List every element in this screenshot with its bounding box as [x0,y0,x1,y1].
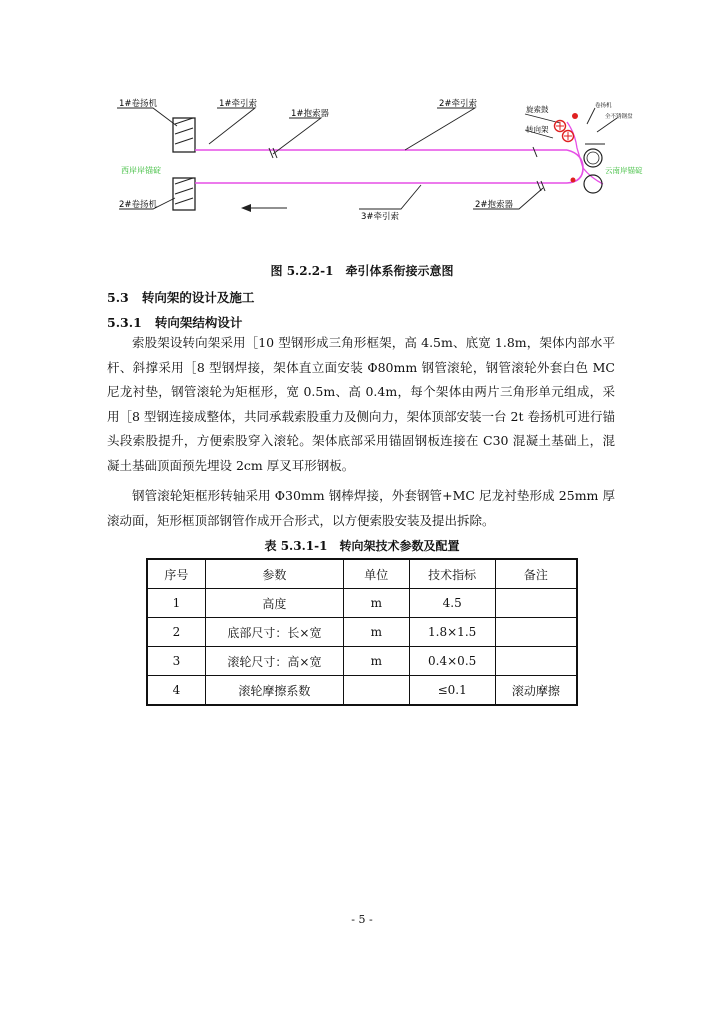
leader-lines [117,108,617,209]
header-spec: 技术指标 [409,559,495,589]
header-parameter: 参数 [205,559,343,589]
cell: 4.5 [409,589,495,618]
header-index: 序号 [147,559,205,589]
label-east-anchor: 云南岸锚碇 [605,166,643,175]
figure-caption: 图 5.2.2-1 牵引体系衔接示意图 [270,264,454,278]
cell [495,647,577,676]
cell [343,676,409,706]
turn-rope [567,150,583,183]
section-title: 转向架的设计及施工 [141,290,255,305]
section-heading [107,288,254,306]
header-unit: 单位 [343,559,409,589]
table-row [147,618,577,647]
cable-reel [584,144,605,193]
cell: 滚轮摩擦系数 [205,676,343,706]
label-winch2: 2#卷扬机 [119,200,158,210]
label-swivel2: 2#抱索器 [475,200,514,210]
direction-arrow [241,204,287,212]
section-number: 5.3 [107,290,129,305]
cell: 1.8×1.5 [409,618,495,647]
swivel-marks [269,147,545,191]
guide-wheels [555,113,579,183]
cell: 0.4×0.5 [409,647,495,676]
parameters-table [146,558,578,706]
table-row [147,647,577,676]
table-caption: 表 5.3.1-1 转向架技术参数及配置 [264,539,460,553]
cell [495,589,577,618]
cell: m [343,589,409,618]
cell: 3 [147,647,205,676]
label-rope2: 2#牵引索 [439,99,478,109]
label-winch1: 1#卷扬机 [119,99,158,109]
cell: ≤0.1 [409,676,495,706]
cell [495,618,577,647]
page-number: - 5 - [351,913,373,926]
paragraph-2: 钢管滚轮矩框形转轴采用 Φ30mm 钢棒焊接，外套钢管+MC 尼龙衬垫形成 25mm 厚滚动面，矩形框顶部钢管作成开合形式，以方便索股安装及提出拆除。 [107,488,615,528]
subsection-number: 5.3.1 [107,315,142,330]
table-row [147,589,577,618]
table-header-row [147,559,577,589]
cell: 滚动摩擦 [495,676,577,706]
cell: 底部尺寸：长×宽 [205,618,343,647]
cell: 1 [147,589,205,618]
label-west-anchor: 西岸岸锚碇 [121,166,161,175]
subsection-title: 转向架结构设计 [154,315,243,330]
header-remark: 备注 [495,559,577,589]
cell: 滚轮尺寸：高×宽 [205,647,343,676]
west-anchor-block [173,118,195,210]
subsection-heading [107,313,242,331]
label-turn-frame: 转向架 [526,125,549,134]
paragraph-1: 索股架设转向架采用［10 型钢形成三角形框架，高 4.5m、底宽 1.8m，架体内部水平杆、斜撑采用［8 型钢焊接，架体直立面安装 Φ80mm 钢管滚轮，钢管滚轮外套白色 MC 尼龙衬垫，钢管滚轮为矩框形，宽 0.5m、高 0.4m，每个架体由两片三角形单元组成，采用［8 型钢连接成整体，共同承载索股重力及侧向力，架体顶部安装一台 2t 卷扬机可进行锚头段索股提升，方便索股穿入滚轮。架体底部采用锚固钢板连接在 C30 混凝土基础上，混凝土基础顶面预先埋设 2cm 厚叉耳形钢板。 [107,335,615,473]
cell: 高度 [205,589,343,618]
cell: 2 [147,618,205,647]
cell: m [343,647,409,676]
label-winch-top: 卷扬机 [595,103,612,109]
label-rope3: 3#牵引索 [361,212,400,222]
label-rope1: 1#牵引索 [219,99,258,109]
cell: m [343,618,409,647]
label-guide-wheel: 旋索鼓 [526,105,549,114]
label-cable-reel: 全不锈钢盘 [605,114,633,120]
table-row [147,676,577,706]
label-swivel1: 1#抱索器 [291,109,330,119]
traction-system-diagram [105,88,643,253]
cell: 4 [147,676,205,706]
